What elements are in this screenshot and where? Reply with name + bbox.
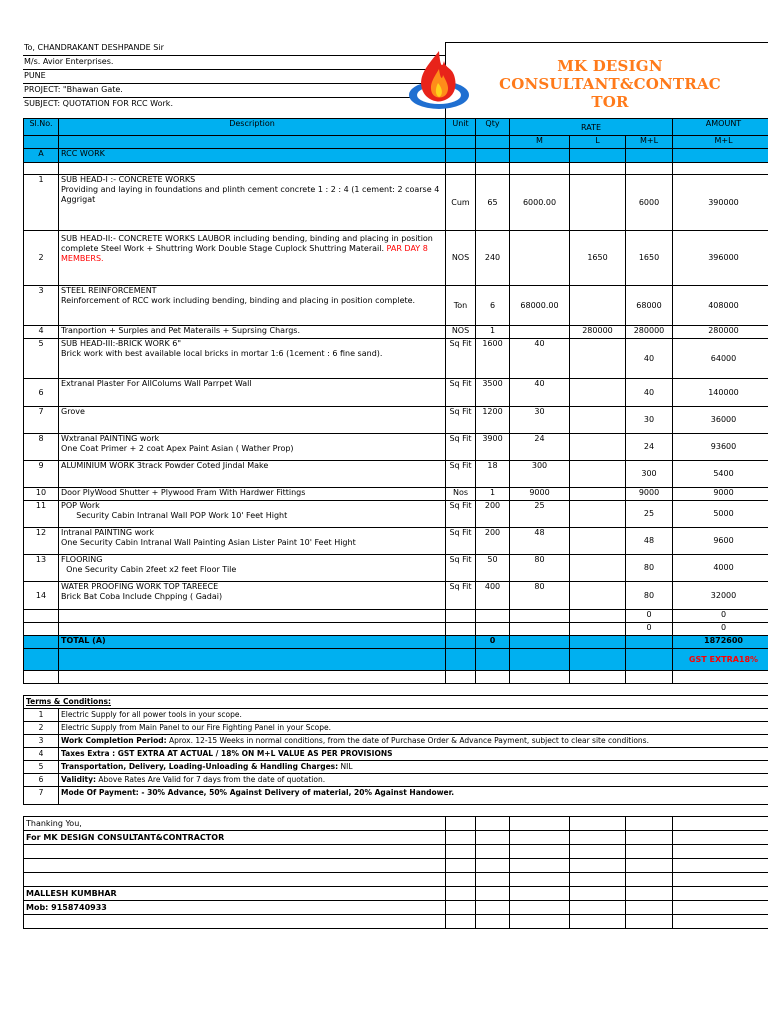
col-ml: M+L [626,136,673,149]
table-row: 8 Wxtranal PAINTING work One Coat Primer + 2 coat Apex Paint Asian ( Wather Prop) Sq Fit 3900 24 24 93600 [24,434,768,461]
item-description: Extranal Plaster For AllColums Wall Parrpet Wall [59,379,446,407]
item-description: Intranal PAINTING work One Security Cabin Intranal Wall Painting Asian Lister Paint 10' Feet Hight [59,528,446,555]
thanks-line: Thanking You, [24,817,446,831]
col-slno: Sl.No. [24,119,59,136]
item-description: WATER PROOFING WORK TOP TAREECE Brick Bat Coba Include Chpping ( Gadai) [59,582,446,610]
col-l: L [570,136,626,149]
list-item: 6 Validity: Above Rates Are Valid for 7 days from the date of quotation. [24,774,768,787]
table-row: 13 FLOORING One Security Cabin 2feet x2 feet Floor Tile Sq Fit 50 80 80 4000 [24,555,768,582]
for-firm-line: For MK DESIGN CONSULTANT&CONTRACTOR [24,831,446,845]
item-description: Tranportion + Surples and Pet Materails + Suprsing Chargs. [59,326,446,339]
col-unit: Unit [446,119,476,136]
item-description: Grove [59,407,446,434]
table-row: 10 Door PlyWood Shutter + Plywood Fram With Hardwer Fittings Nos 1 9000 9000 9000 [24,488,768,501]
item-description: Wxtranal PAINTING work One Coat Primer + 2 coat Apex Paint Asian ( Wather Prop) [59,434,446,461]
item-description: SUB HEAD-III:-BRICK WORK 6" Brick work with best available local bricks in mortar 1:6 (1cement : 6 fine sand). [59,339,446,379]
recipient-company: M/s. Avior Enterprises. [23,56,445,70]
table-row: 5 SUB HEAD-III:-BRICK WORK 6" Brick work with best available local bricks in mortar 1:6 (1cement : 6 fine sand). Sq Fit 1600 40 40 64000 [24,339,768,379]
table-row: 4 Tranportion + Surples and Pet Materails + Suprsing Chargs. NOS 1 280000 280000 280000 [24,326,768,339]
subject-line: SUBJECT: QUOTATION FOR RCC Work. [24,99,173,108]
recipient-name: To, CHANDRAKANT DESHPANDE Sir [23,42,445,56]
section-code: A [24,149,59,163]
gst-note: GST EXTRA18% [673,649,768,671]
terms-table [23,695,768,805]
signatory-name: MALLESH KUMBHAR [24,887,446,901]
list-item: 5 Transportation, Delivery, Loading-Unloading & Handling Charges: NIL [24,761,768,774]
table-row: 2 SUB HEAD-II:- CONCRETE WORKS LAUBOR including bending, binding and placing in position complete Steel Work + Shuttring Work Double Stage Cuplock Shuttring Materail. PAR DAY 8 MEMBERS. NOS 240 1650 1650 396000 [24,231,768,286]
table-row: 6 Extranal Plaster For AllColums Wall Parrpet Wall Sq Fit 3500 40 40 140000 [24,379,768,407]
table-row: 7 Grove Sq Fit 1200 30 30 36000 [24,407,768,434]
table-row: 0 0 [24,623,768,636]
col-amount-ml: M+L [673,136,768,149]
list-item: 2 Electric Supply from Main Panel to our Fire Fighting Panel in your Scope. [24,722,768,735]
firm-header [445,42,768,118]
col-rate: RATE [510,119,673,136]
table-row: 9 ALUMINIUM WORK 3track Powder Coted Jindal Make Sq Fit 18 300 300 5400 [24,461,768,488]
list-item: 4 Taxes Extra : GST EXTRA AT ACTUAL / 18% ON M+L VALUE AS PER PROVISIONS [24,748,768,761]
project-line: PROJECT: "Bhawan Gate. [23,84,445,98]
col-qty: Qty [476,119,510,136]
section-title: RCC WORK [59,149,446,163]
list-item: 1 Electric Supply for all power tools in your scope. [24,709,768,722]
table-row: 1 SUB HEAD-I :- CONCRETE WORKS Providing and laying in foundations and plinth cement concrete 1 : 2 : 4 (1 cement: 2 coarse 4 Aggrigat Cum 65 6000.00 6000 390000 [24,175,768,231]
total-amount: 1872600 [673,636,768,649]
footer-table [23,816,768,929]
item-description: FLOORING One Security Cabin 2feet x2 feet Floor Tile [59,555,446,582]
total-row [24,636,768,649]
flame-logo-icon [406,47,472,113]
terms-heading: Terms & Conditions: [24,696,768,709]
signatory-mobile: Mob: 9158740933 [24,901,446,915]
item-description: SUB HEAD-II:- CONCRETE WORKS LAUBOR including bending, binding and placing in position complete Steel Work + Shuttring Work Double Stage Cuplock Shuttring Materail. PAR DAY 8 MEMBERS. [59,231,446,286]
table-row: 14 WATER PROOFING WORK TOP TAREECE Brick Bat Coba Include Chpping ( Gadai) Sq Fit 400 80 80 32000 [24,582,768,610]
recipient-city: PUNE [23,70,445,84]
item-description: STEEL REINFORCEMENT Reinforcement of RCC work including bending, binding and placing in position complete. [59,286,446,326]
firm-name: MK DESIGN CONSULTANT&CONTRAC TOR [499,57,721,111]
table-row: 11 POP Work Security Cabin Intranal Wall POP Work 10' Feet Hight Sq Fit 200 25 25 5000 [24,501,768,528]
header-row-1 [24,119,768,136]
table-row: 12 Intranal PAINTING work One Security Cabin Intranal Wall Painting Asian Lister Paint 10' Feet Hight Sq Fit 200 48 48 9600 [24,528,768,555]
item-description: Door PlyWood Shutter + Plywood Fram With Hardwer Fittings [59,488,446,501]
col-description: Description [59,119,446,136]
col-amount: AMOUNT [673,119,768,136]
list-item: 7 Mode Of Payment: - 30% Advance, 50% Against Delivery of material, 20% Against Handower. [24,787,768,805]
gst-row [24,649,768,671]
item-description: POP Work Security Cabin Intranal Wall POP Work 10' Feet Hight [59,501,446,528]
col-m: M [510,136,570,149]
list-item: 3 Work Completion Period: Aprox. 12-15 Weeks in normal conditions, from the date of Purchase Order & Advance Payment, subject to clear site conditions. [24,735,768,748]
section-row [24,149,768,163]
header-row-2 [24,136,768,149]
item-description: ALUMINIUM WORK 3track Powder Coted Jindal Make [59,461,446,488]
total-label: TOTAL (A) [59,636,446,649]
item-description: SUB HEAD-I :- CONCRETE WORKS Providing and laying in foundations and plinth cement concrete 1 : 2 : 4 (1 cement: 2 coarse 4 Aggrigat [59,175,446,231]
address-block [23,42,445,111]
quotation-table [23,118,768,684]
table-row: 3 STEEL REINFORCEMENT Reinforcement of RCC work including bending, binding and placing in position complete. Ton 6 68000.00 68000 408000 [24,286,768,326]
table-row: 0 0 [24,610,768,623]
total-qty: 0 [476,636,510,649]
